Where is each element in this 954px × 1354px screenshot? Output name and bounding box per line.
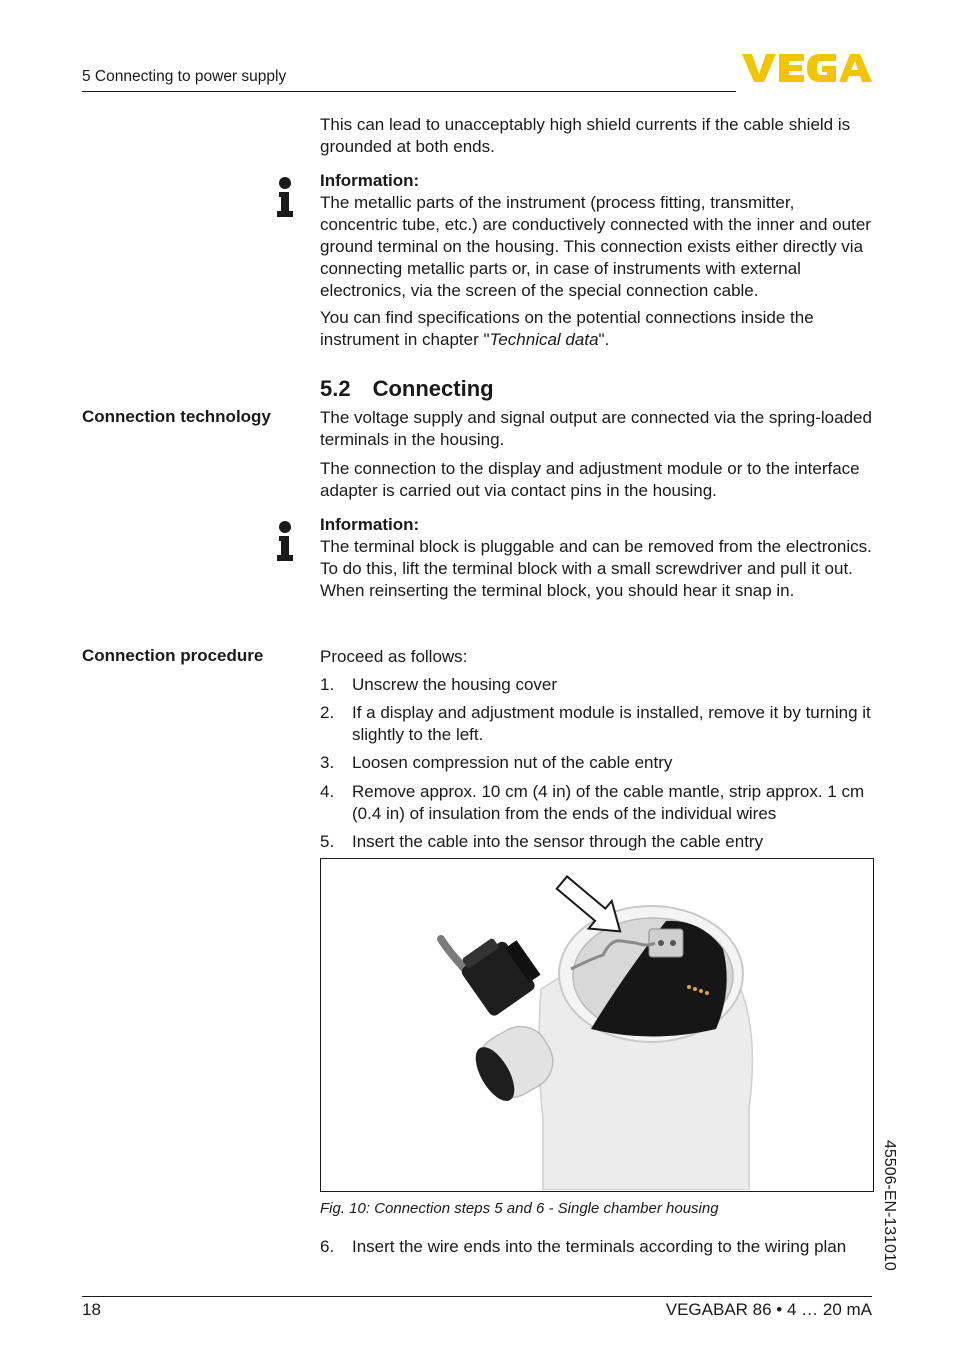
procedure-intro: Proceed as follows:	[320, 647, 468, 666]
section-title: Connecting	[372, 376, 494, 401]
technology-paragraph-2: The connection to the display and adjustment module or to the interface adapter is carried out via contact pins in the housing.	[320, 459, 860, 500]
side-label-technology: Connection technology	[82, 407, 271, 426]
info-block-terminal	[320, 514, 876, 602]
document-number	[876, 1140, 898, 1290]
information-icon	[276, 521, 294, 561]
list-item	[320, 752, 876, 774]
info-title: Information:	[320, 171, 420, 190]
info-text: The terminal block is pluggable and can be removed from the electronics. To do this, lift the terminal block with a small screwdriver and pull it out. When reinserting the terminal block, you should hear it snap in.	[320, 537, 872, 600]
vega-logo	[742, 52, 872, 84]
step-text: Insert the cable into the sensor through the cable entry	[352, 832, 764, 851]
step-number: 4.	[320, 782, 335, 801]
information-icon	[276, 177, 294, 217]
product-name: VEGABAR 86 • 4 … 20 mA	[665, 1300, 872, 1319]
info-block-potential	[320, 170, 876, 302]
step-number: 6.	[320, 1237, 335, 1256]
step-number: 1.	[320, 675, 335, 694]
header-rule	[82, 91, 736, 92]
step-number: 5.	[320, 832, 335, 851]
technology-paragraph-1: The voltage supply and signal output are connected via the spring-loaded terminals in the housing.	[320, 408, 872, 449]
section-number: 5.2	[320, 376, 351, 401]
page-number: 18	[82, 1300, 101, 1319]
list-item	[320, 831, 876, 853]
side-label-procedure: Connection procedure	[82, 646, 264, 665]
intro-paragraph: This can lead to unacceptably high shield currents if the cable shield is grounded at both ends.	[320, 115, 851, 156]
spec-text: You can find specifications on the potential connections inside the instrument in chapter "	[320, 308, 814, 349]
step-number: 3.	[320, 753, 335, 772]
section-heading	[320, 376, 494, 402]
list-item	[320, 781, 876, 825]
spec-text-end: ".	[598, 330, 610, 349]
document-number-text: 45506-EN-131010	[881, 1140, 898, 1271]
step-text: Remove approx. 10 cm (4 in) of the cable mantle, strip approx. 1 cm (0.4 in) of insulation from the ends of the individual wires	[352, 782, 865, 823]
step-text: Loosen compression nut of the cable entry	[352, 753, 673, 772]
info-title: Information:	[320, 515, 420, 534]
list-item	[320, 702, 876, 746]
list-item	[320, 1236, 876, 1258]
step-text: Insert the wire ends into the terminals according to the wiring plan	[352, 1237, 847, 1256]
info-text: The metallic parts of the instrument (process fitting, transmitter, concentric tube, etc.) are conductively connected with the inner and outer ground terminal on the housing. This connection exists either directly via connecting metallic parts or, in case of instruments with external electronics, via the screen of the special connection cable.	[320, 193, 871, 300]
running-header: 5 Connecting to power supply	[82, 68, 287, 85]
chapter-reference: Technical data	[489, 330, 599, 349]
footer-rule	[82, 1296, 872, 1297]
list-item	[320, 674, 876, 696]
housing-illustration	[321, 859, 872, 1190]
spec-paragraph	[320, 307, 876, 351]
step-number: 2.	[320, 703, 335, 722]
figure-frame	[320, 858, 874, 1192]
figure-caption: Fig. 10: Connection steps 5 and 6 - Single chamber housing	[320, 1200, 719, 1217]
step-text: Unscrew the housing cover	[352, 675, 558, 694]
step-text: If a display and adjustment module is installed, remove it by turning it slightly to the left.	[352, 703, 871, 744]
